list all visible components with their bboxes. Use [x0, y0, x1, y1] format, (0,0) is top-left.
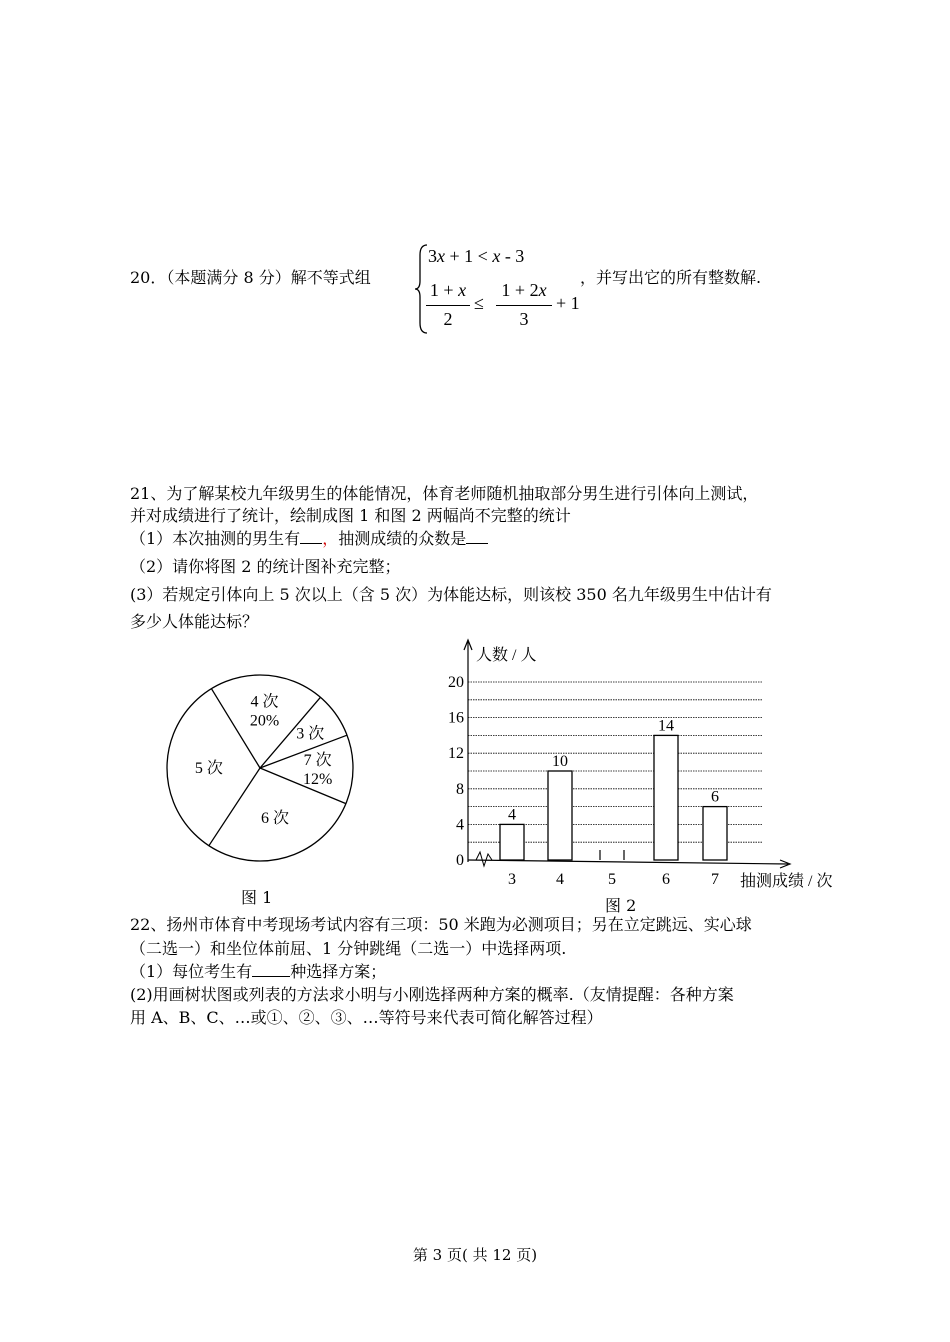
pie-chart	[150, 672, 370, 872]
fraction-2-numerator: 1 + 2x	[501, 280, 547, 300]
fraction-1-denominator: 2	[443, 309, 453, 329]
x-tick-label: 7	[711, 871, 719, 888]
bar	[703, 807, 727, 860]
pie-slice-percent: 20%	[249, 712, 280, 730]
pie-slice-percent: 12%	[302, 770, 333, 788]
pie-slice-label: 7 次	[303, 751, 332, 769]
answer-blank[interactable]	[252, 962, 290, 977]
q21-sub2: （2）请你将图 2 的统计图补充完整；	[130, 557, 401, 576]
pie-slice-label: 4 次	[250, 693, 279, 711]
y-tick-label: 16	[448, 709, 464, 727]
y-tick-label: 0	[456, 852, 464, 869]
x-tick-label: 5	[608, 871, 616, 888]
answer-blank[interactable]	[466, 529, 488, 544]
q21-line1: 21、为了解某校九年级男生的体能情况，体育老师随机抽取部分男生进行引体向上测试，	[130, 484, 759, 503]
pie-slice-label: 6 次	[261, 809, 290, 827]
leq-sign: ≤	[474, 293, 484, 313]
q21-sub3-line1: (3）若规定引体向上 5 次以上（含 5 次）为体能达标，则该校 350 名九年级男生中估计有	[130, 585, 772, 604]
bar	[548, 771, 572, 860]
y-axis-label: 人数 / 人	[476, 647, 537, 664]
page-footer: 第 3 页( 共 12 页)	[412, 1246, 538, 1264]
bar-value-label: 4	[508, 806, 516, 824]
figure-2-caption: 图 2	[605, 896, 637, 915]
q21-line2: 并对成绩进行了统计，绘制成图 1 和图 2 两幅尚不完整的统计	[130, 506, 571, 525]
q20-prefix: 20．（本题满分 8 分）解不等式组	[130, 268, 371, 287]
answer-blank[interactable]	[300, 529, 322, 544]
bar-value-label: 14	[658, 717, 674, 735]
x-tick-label: 4	[556, 871, 564, 888]
bar-value-label: 10	[552, 753, 568, 770]
q22-sub1: （1）每位考生有 种选择方案；	[130, 962, 387, 981]
fraction-2-denominator: 3	[519, 309, 529, 329]
q22-line2: （二选一）和坐位体前屈、1 分钟跳绳（二选一）中选择两项.	[130, 939, 567, 958]
q21-sub3-line2: 多少人体能达标？	[130, 612, 259, 631]
bar	[654, 735, 678, 860]
q21-sub1: （1）本次抽测的男生有 ，抽测成绩的众数是	[130, 529, 488, 549]
q20-suffix: ，并写出它的所有整数解.	[580, 268, 762, 287]
q22-line1: 22、扬州市体育中考现场考试内容有三项：50 米跑为必测项目；另在立定跳远、实心球	[130, 915, 752, 934]
bar-value-label: 6	[711, 788, 719, 806]
y-tick-label: 12	[448, 745, 464, 763]
pie-slice-label: 5 次	[194, 760, 223, 778]
y-tick-label: 4	[456, 816, 464, 834]
x-axis-label: 抽测成绩 / 次	[740, 873, 833, 890]
q22-sub2-line2: 用 A、B、C、…或①、②、③、…等符号来代表可简化解答过程）	[130, 1008, 603, 1027]
y-tick-label: 8	[456, 780, 464, 798]
q22-sub2-line1: (2)用画树状图或列表的方法求小明与小刚选择两种方案的概率.（友情提醒：各种方案	[130, 985, 734, 1004]
fraction-1-numerator: 1 + x	[429, 280, 467, 300]
axis-break	[476, 852, 492, 866]
inequality-1: 3x + 1 < x - 3	[428, 246, 525, 266]
x-tick-label: 3	[508, 871, 516, 888]
y-tick-label: 20	[448, 674, 464, 691]
figure-1-caption: 图 1	[241, 888, 273, 907]
x-tick-label: 6	[662, 871, 670, 888]
plus-one: + 1	[556, 293, 580, 313]
pie-slice-boundary	[209, 768, 260, 846]
pie-slice-label: 3 次	[296, 725, 325, 743]
bar	[500, 824, 524, 860]
bar-chart	[430, 636, 850, 892]
